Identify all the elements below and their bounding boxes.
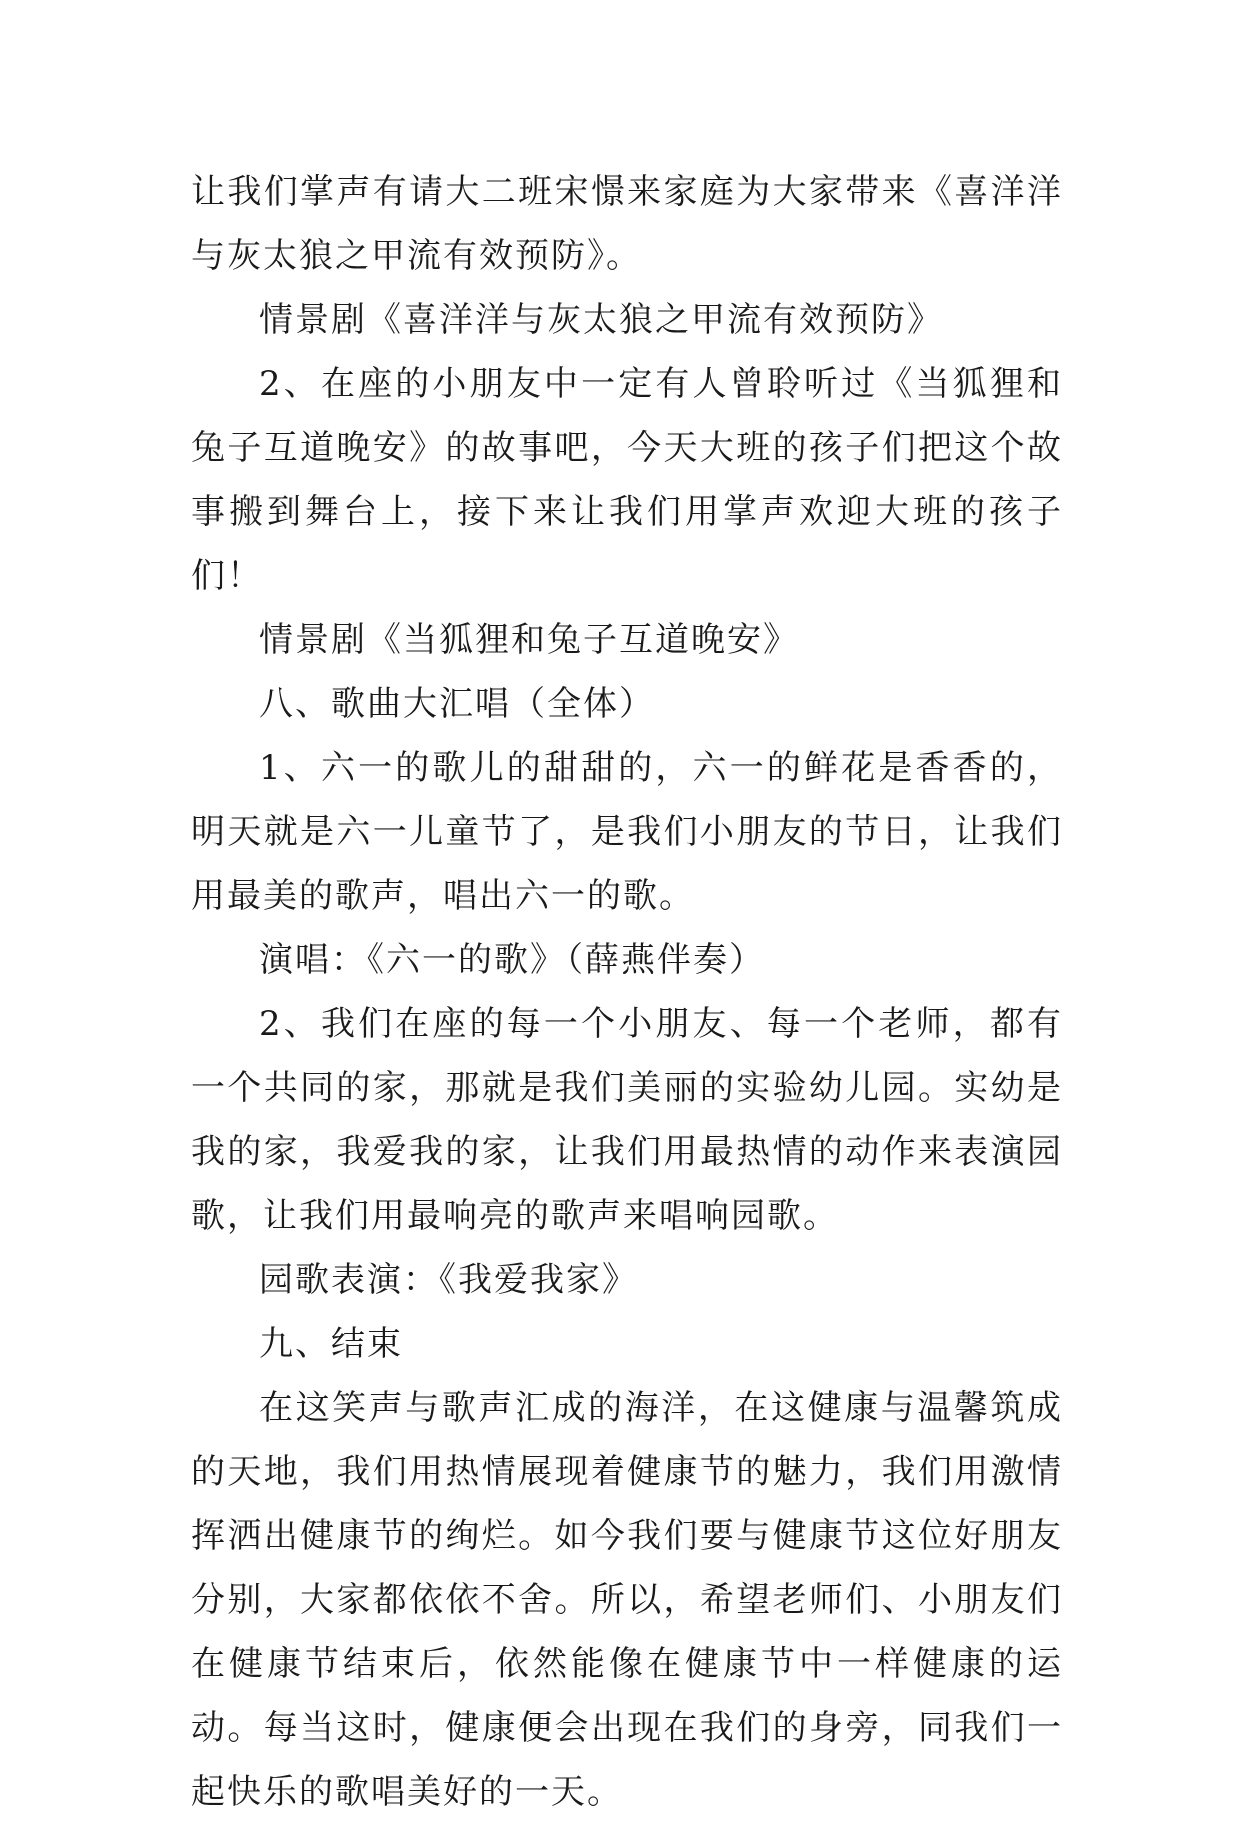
paragraph-school-song: 园歌表演：《我爱我家》 <box>259 1260 638 1300</box>
paragraph-song-liuyi: 演唱：《六一的歌》（薛燕伴奏） <box>259 940 765 980</box>
section-heading-ending: 九、结束 <box>259 1324 403 1364</box>
paragraph-intro-xiyangyang: 让我们掌声有请大二班宋憬来家庭为大家带来《喜洋洋与灰太狼之甲流有效预防》。 <box>191 172 1063 276</box>
paragraph-skit-xiyangyang: 情景剧《喜洋洋与灰太狼之甲流有效预防》 <box>259 300 943 340</box>
section-heading-songs: 八、歌曲大汇唱（全体） <box>259 684 655 724</box>
paragraph-school-song-intro: 2、我们在座的每一个小朋友、每一个老师，都有一个共同的家，那就是我们美丽的实验幼儿园。实幼是我的家，我爱我的家，让我们用最热情的动作来表演园歌，让我们用最响亮的歌声来唱响园歌。 <box>191 1004 1063 1236</box>
document-body <box>191 160 1063 1824</box>
paragraph-song-liuyi-intro: 1、六一的歌儿的甜甜的，六一的鲜花是香香的，明天就是六一儿童节了，是我们小朋友的节日，让我们用最美的歌声，唱出六一的歌。 <box>191 748 1063 916</box>
paragraph-skit-fox-rabbit: 情景剧《当狐狸和兔子互道晚安》 <box>259 620 799 660</box>
paragraph-closing: 在这笑声与歌声汇成的海洋，在这健康与温馨筑成的天地，我们用热情展现着健康节的魅力，我们用激情挥洒出健康节的绚烂。如今我们要与健康节这位好朋友分别，大家都依依不舍。所以，希望老师们、小朋友们在健康节结束后，依然能像在健康节中一样健康的运动。每当这时，健康便会出现在我们的身旁，同我们一起快乐的歌唱美好的一天。 <box>191 1388 1063 1812</box>
paragraph-intro-fox-rabbit: 2、在座的小朋友中一定有人曾聆听过《当狐狸和兔子互道晚安》的故事吧，今天大班的孩子们把这个故事搬到舞台上，接下来让我们用掌声欢迎大班的孩子们！ <box>191 364 1063 596</box>
